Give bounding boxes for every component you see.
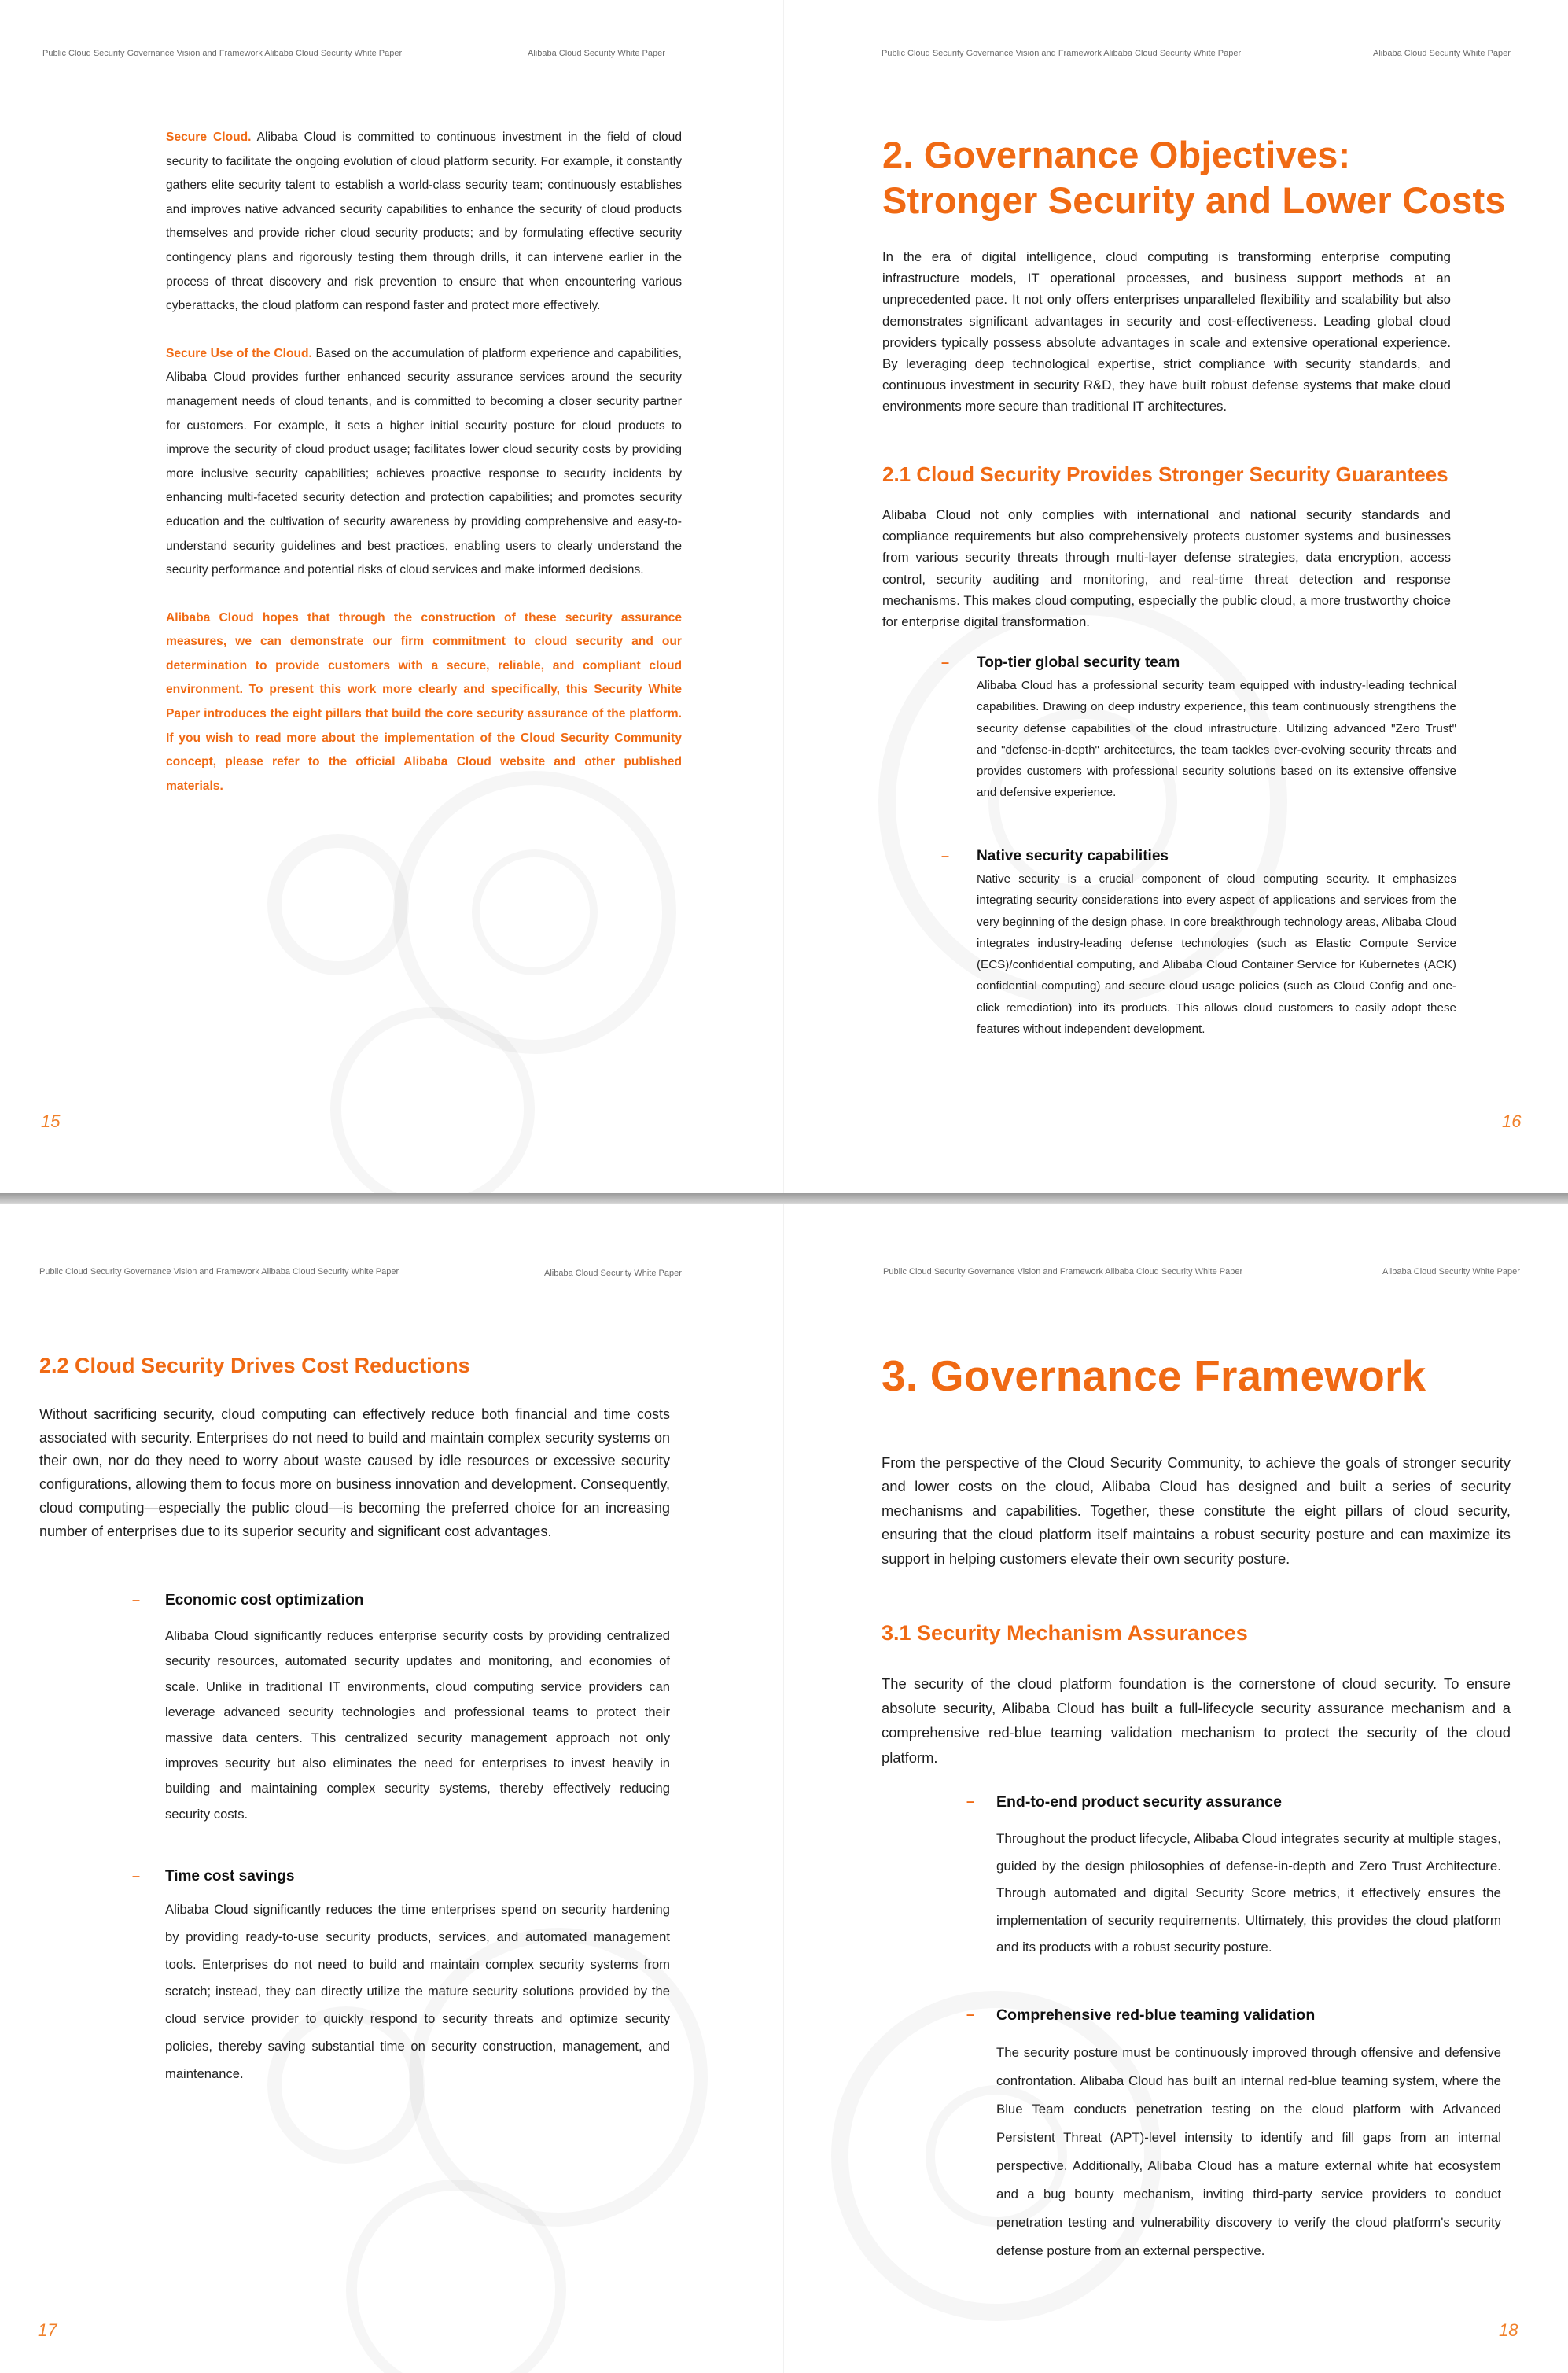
- bullet-body: Alibaba Cloud has a professional security team equipped with industry-leading technical capabilities. Drawing on deep industry experience, this team continuously strengthens the security defense capabilities of the cloud infrastructure. Utilizing advanced "Zero Trust" and "defense-in-depth" architectures, the team tackles ever-evolving security threats and provides customers with professional security solutions based on its extensive offensive and defensive experience.: [977, 679, 1456, 800]
- bullet-item: [941, 654, 1456, 804]
- page-16: [784, 0, 1568, 1193]
- bullet-dash: –: [132, 1592, 141, 1608]
- chapter-intro: From the perspective of the Cloud Security Community, to achieve the goals of stronger security and lower costs on the cloud, Alibaba Cloud has designed and built a series of security mechanisms and capabilities. Together, these constitute the eight pillars of cloud security, ensuring that the cloud platform itself maintains a robust security posture and can maximize its support in helping customers elevate their own security posture.: [882, 1454, 1511, 1567]
- page-number-18: 18: [1499, 2320, 1518, 2340]
- page-15-body: [166, 126, 682, 822]
- bullet-title: Time cost savings: [165, 1868, 295, 1885]
- running-header-right: Alibaba Cloud Security White Paper: [528, 49, 665, 58]
- bullet-dash: –: [941, 848, 950, 864]
- lead-secure-cloud: Secure Cloud.: [166, 131, 252, 144]
- spread-pages-17-18: [0, 1204, 1568, 2373]
- section-body-3-1: The security of the cloud platform foundation is the cornerstone of cloud security. To ensure absolute security, Alibaba Cloud has built a full-lifecycle security assurance mechanism and a comprehensive red-blue teaming validation mechanism to protect the security of the cloud platform.: [882, 1675, 1511, 1766]
- section-heading-3-1: 3.1 Security Mechanism Assurances: [882, 1621, 1248, 1645]
- running-header-right: Alibaba Cloud Security White Paper: [1373, 49, 1511, 58]
- running-header-left: Public Cloud Security Governance Vision and Framework Alibaba Cloud Security White Paper: [42, 49, 403, 58]
- bullet-body: Alibaba Cloud significantly reduces the time enterprises spend on security hardening by providing ready-to-use security products, services, and automated management tools. Enterprises do not need to build and maintain complex security systems from scratch; instead, they can directly utilize the mature security solutions provided by the cloud service provider to quickly respond to security threats and optimize security policies, thereby saving substantial time on security construction, management, and maintenance.: [165, 1902, 670, 2081]
- chapter-intro: In the era of digital intelligence, cloud computing is transforming enterprise computing infrastructure models, IT operational processes, and business support methods at an unprecedented pace. It not only offers enterprises unparalleled flexibility and scalability but also demonstrates significant advantages in security and cost-effectiveness. Leading global cloud providers typically possess absolute advantages in scale and extensive operational experience. By leveraging deep technological expertise, strict compliance with security standards, and continuous investment in security R&D, they have built robust defense systems that make cloud environments more secure than traditional IT architectures.: [882, 249, 1451, 415]
- highlight-paragraph: Alibaba Cloud hopes that through the construction of these security assurance measures, we can demonstrate our firm commitment to cloud security and our determination to provide customers with a secure, reliable, and compliant cloud environment. To present this work more clearly and specifically, this Security White Paper introduces the eight pillars that build the core security assurance of the platform. If you wish to read more about the implementation of the Cloud Security Community concept, please refer to the official Alibaba Cloud website and other published materials.: [166, 610, 682, 793]
- chapter-title-line-1: 2. Governance Objectives:: [882, 134, 1351, 175]
- bullet-title: End-to-end product security assurance: [996, 1793, 1282, 1811]
- paragraph-secure-use: [166, 342, 682, 583]
- running-header-left: Public Cloud Security Governance Vision and Framework Alibaba Cloud Security White Paper: [883, 1267, 1243, 1277]
- page-number-15: 15: [41, 1111, 61, 1131]
- page-18: [784, 1204, 1568, 2373]
- bullet-dash: –: [966, 1793, 975, 1809]
- paragraph-secure-cloud: [166, 126, 682, 319]
- lead-secure-use: Secure Use of the Cloud.: [166, 346, 312, 360]
- bullet-item: [941, 848, 1456, 1040]
- bullet-dash: –: [941, 654, 950, 670]
- section-body-2-2: Without sacrificing security, cloud computing can effectively reduce both financial and time costs associated with security. Enterprises do not need to build and maintain complex security systems on their own, nor do they need to worry about waste caused by idle resources or excessive security configurations, allowing them to focus more on business innovation and development. Consequently, cloud computing—especially the public cloud—is becoming the preferred choice for an increasing number of enterprises due to its superior security and significant cost advantages.: [39, 1406, 670, 1539]
- chapter-title: 3. Governance Framework: [882, 1351, 1426, 1400]
- section-body-2-1: Alibaba Cloud not only complies with international and national security standards and compliance requirements but also comprehensively protects customer systems and businesses from various security threats through multi-layer defense strategies, data encryption, access control, security auditing and monitoring, and real-time threat detection and response mechanisms. This makes cloud computing, especially the public cloud, a more trustworthy choice for enterprise digital transformation.: [882, 507, 1451, 630]
- bullet-body: Native security is a crucial component of cloud computing security. It emphasizes integrating security considerations into every aspect of applications and services from the very beginning of the design phase. In core breakthrough technology areas, Alibaba Cloud integrates industry-leading defense technologies (such as Elastic Compute Service (ECS)/confidential computing, and Alibaba Cloud Container Service for Kubernetes (ACK) confidential computing) and secure cloud usage policies (such as Cloud Config and one-click remediation) into its products. This allows cloud customers to easily adopt these features without independent development.: [977, 872, 1456, 1037]
- section-heading-2-2: 2.2 Cloud Security Drives Cost Reductions: [39, 1354, 470, 1377]
- page-number-17: 17: [38, 2320, 57, 2340]
- running-header-left: Public Cloud Security Governance Vision and Framework Alibaba Cloud Security White Paper: [39, 1267, 399, 1277]
- chapter-title-line-2: Stronger Security and Lower Costs: [882, 179, 1506, 221]
- spread-divider: [0, 1193, 1568, 1204]
- running-header-left: Public Cloud Security Governance Vision and Framework Alibaba Cloud Security White Paper: [882, 49, 1242, 58]
- bullet-title: Economic cost optimization: [165, 1592, 364, 1608]
- bullet-body: Alibaba Cloud significantly reduces enterprise security costs by providing centralized security resources, automated security updates and monitoring, and economies of scale. Unlike in traditional IT environments, cloud computing service providers can leverage advanced security technologies and professional teams to protect their massive data centers. This centralized security management approach not only improves security but also eliminates the need for enterprises to invest heavily in building and maintaining complex security systems, thereby effectively reducing security costs.: [165, 1628, 670, 1822]
- bullet-title: Native security capabilities: [977, 848, 1169, 864]
- background-decoration: [236, 771, 708, 1193]
- page-15: [0, 0, 784, 1193]
- bullet-title: Comprehensive red-blue teaming validation: [996, 2006, 1316, 2024]
- body-secure-use: Based on the accumulation of platform experience and capabilities, Alibaba Cloud provides further enhanced security assurance services around the security management needs of cloud tenants, and is committed to becoming a closer security partner for customers. For example, it sets a higher initial security posture for cloud products to improve the security of cloud product usage; facilitates lower cloud security costs by providing more inclusive security capabilities; achieves proactive response to security incidents by enhancing multi-faceted security detection and protection capabilities; and promotes security education and the cultivation of security awareness by providing comprehensive and easy-to-understand security guidelines and best practices, enabling users to clearly understand the security performance and potential risks of cloud services and make informed decisions.: [166, 346, 682, 577]
- running-header-right: Alibaba Cloud Security White Paper: [1382, 1267, 1520, 1277]
- running-header-right: Alibaba Cloud Security White Paper: [544, 1269, 682, 1278]
- bullet-item: [132, 1592, 670, 1827]
- bullet-body: Throughout the product lifecycle, Alibaba Cloud integrates security at multiple stages, guided by the design philosophies of defense-in-depth and Zero Trust Architecture. Through automated and digital Security Score metrics, it effectively ensures the implementation of security requirements. Ultimately, this provides the cloud platform and its products with a robust security posture.: [996, 1831, 1501, 1955]
- page-17: [0, 1204, 784, 2373]
- section-heading-2-1: 2.1 Cloud Security Provides Stronger Security Guarantees: [882, 462, 1448, 486]
- page-number-16: 16: [1502, 1111, 1522, 1131]
- bullet-item: [966, 1793, 1501, 1962]
- bullet-body: The security posture must be continuously improved through offensive and defensive confrontation. Alibaba Cloud has built an internal red-blue teaming system, where the Blue Team conducts penetration testing on the cloud platform with Advanced Persistent Threat (APT)-level intensity to identify and fill gaps from an internal perspective. Additionally, Alibaba Cloud has a mature external white hat ecosystem and a bug bounty mechanism, inviting third-party service providers to conduct penetration testing and vulnerability discovery to verify the cloud platform's security defense posture from an external perspective.: [996, 2045, 1501, 2258]
- bullet-dash: –: [132, 1868, 141, 1884]
- bullet-item: [966, 2006, 1501, 2265]
- chapter-title: [882, 132, 1543, 223]
- bullet-title: Top-tier global security team: [977, 654, 1180, 671]
- bullet-dash: –: [966, 2006, 975, 2022]
- bullet-item: [132, 1868, 670, 2088]
- body-secure-cloud: Alibaba Cloud is committed to continuous investment in the field of cloud security to facilitate the ongoing evolution of cloud platform security. For example, it constantly gathers elite security talent to establish a world-class security team; continuously establishes and improves native advanced security capabilities to enhance the security of cloud products themselves and provide richer cloud security products; and by formulating effective security contingency plans and rigorously testing them through drills, it can intervene earlier in the process of threat discovery and risk prevention to ensure that when encountering various cyberattacks, the cloud platform can respond faster and protect more effectively.: [166, 131, 682, 313]
